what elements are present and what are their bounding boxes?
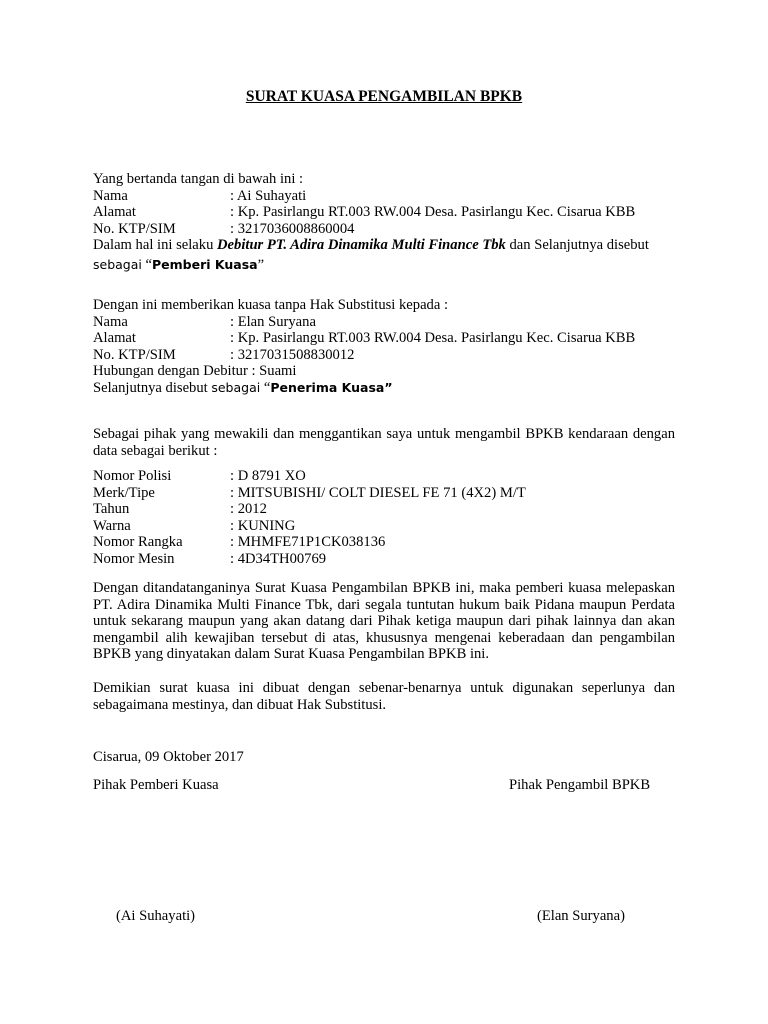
pemberi-alamat-value: : Kp. Pasirlangu RT.003 RW.004 Desa. Pasirlangu Kec. Cisarua KBB — [230, 204, 636, 221]
vehicle-value: : MHMFE71P1CK038136 — [230, 534, 386, 551]
penerima-intro: Dengan ini memberikan kuasa tanpa Hak Substitusi kepada : — [93, 297, 449, 313]
vehicle-value: : 4D34TH00769 — [230, 550, 327, 567]
penerima-section — [93, 297, 675, 397]
vehicle-value: : D 8791 XO — [230, 468, 306, 484]
sign-left-title: Pihak Pemberi Kuasa — [93, 777, 219, 793]
pemberi-role-name-line — [93, 257, 675, 274]
penerima-alamat-label: Alamat — [93, 330, 136, 347]
penerima-nama-label: Nama — [93, 313, 128, 330]
penerima-quote-open: “ — [260, 379, 271, 396]
intro-text: Yang bertanda tangan di bawah ini : — [93, 171, 304, 187]
vehicle-value: : KUNING — [230, 517, 296, 534]
place-date: Cisarua, 09 Oktober 2017 — [93, 749, 244, 765]
pemberi-alamat-label: Alamat — [93, 204, 136, 221]
vehicle-label: Nomor Mesin — [93, 550, 175, 567]
pemberi-role-name: Pemberi Kuasa — [152, 256, 258, 272]
pemberi-nama-label: Nama — [93, 187, 128, 204]
sign-right-name: (Elan Suryana) — [537, 908, 625, 924]
vehicle-row — [93, 518, 675, 535]
sign-right-title: Pihak Pengambil BPKB — [509, 777, 651, 793]
penerima-alamat-row — [93, 330, 675, 347]
vehicle-label: Nomor Rangka — [93, 534, 183, 551]
pemberi-role-prefix: Dalam hal ini selaku — [93, 237, 218, 254]
pemberi-sebagai: sebagai — [93, 256, 142, 272]
vehicle-value: : 2012 — [230, 501, 267, 518]
vehicle-row — [93, 551, 675, 568]
penerima-ktp-row — [93, 347, 675, 364]
vehicle-row — [93, 534, 675, 551]
release-paragraph: Dengan ditandatanganinya Surat Kuasa Pengambilan BPKB ini, maka pemberi kuasa melepaskan PT. Adira Dinamika Multi Finance Tbk, dari segala tuntutan hukum baik Pidana maupun Perdata untuk sekarang maupun yang akan datang dari Pihak ketiga maupun dari pihak lainnya dan akan mengambil alih kewajiban tersebut di atas, khususnya mengenai keberadaan dan pengambilan BPKB yang dinyatakan dalam Surat Kuasa Pengambilan BPKB ini. — [93, 580, 675, 663]
pemberi-quote-close: ” — [257, 256, 265, 273]
penerima-ktp-value: : 3217031508830012 — [230, 346, 355, 363]
vehicle-label: Tahun — [93, 501, 130, 518]
pemberi-nama-value: : Ai Suhayati — [230, 187, 307, 204]
sign-left-name: (Ai Suhayati) — [116, 908, 196, 924]
vehicle-row — [93, 468, 675, 485]
purpose-paragraph: Sebagai pihak yang mewakili dan menggantikan saya untuk mengambil BPKB kendaraan dengan data sebagai berikut : — [93, 426, 675, 459]
pemberi-quote-open: “ — [141, 256, 153, 273]
penerima-role-name: Penerima Kuasa” — [270, 379, 393, 395]
penerima-alamat-value: : Kp. Pasirlangu RT.003 RW.004 Desa. Pasirlangu Kec. Cisarua KBB — [230, 330, 636, 347]
penerima-selanjutnya: Selanjutnya disebut — [93, 379, 212, 396]
penerima-nama-row — [93, 314, 675, 331]
closing-paragraph: Demikian surat kuasa ini dibuat dengan sebenar-benarnya untuk digunakan seperlunya dan sebagaimana mestinya, dan dibuat Hak Substitusi. — [93, 680, 675, 713]
penerima-nama-value: : Elan Suryana — [230, 313, 316, 330]
pemberi-nama-row — [93, 188, 675, 205]
pemberi-ktp-value: : 3217036008860004 — [230, 220, 355, 237]
penerima-sebagai: sebagai — [211, 379, 261, 395]
document-title: SURAT KUASA PENGAMBILAN BPKB — [245, 88, 523, 105]
pemberi-section — [93, 171, 675, 274]
vehicle-label: Warna — [93, 517, 131, 534]
pemberi-role-suffix: dan Selanjutnya disebut — [505, 237, 649, 254]
pemberi-role-company: Debitur PT. Adira Dinamika Multi Finance Tbk — [217, 237, 506, 254]
vehicle-label: Merk/Tipe — [93, 484, 155, 501]
pemberi-ktp-row — [93, 221, 675, 238]
vehicle-row — [93, 501, 675, 518]
vehicle-label: Nomor Polisi — [93, 468, 172, 484]
vehicle-value: : MITSUBISHI/ COLT DIESEL FE 71 (4X2) M/T — [230, 484, 526, 501]
penerima-hubungan: Hubungan dengan Debitur : Suami — [93, 363, 297, 380]
penerima-role-line — [93, 380, 675, 397]
penerima-ktp-label: No. KTP/SIM — [93, 346, 176, 363]
pemberi-ktp-label: No. KTP/SIM — [93, 220, 176, 237]
pemberi-role-line — [93, 237, 675, 254]
vehicle-data — [93, 468, 675, 568]
vehicle-row — [93, 485, 675, 502]
pemberi-alamat-row — [93, 204, 675, 221]
